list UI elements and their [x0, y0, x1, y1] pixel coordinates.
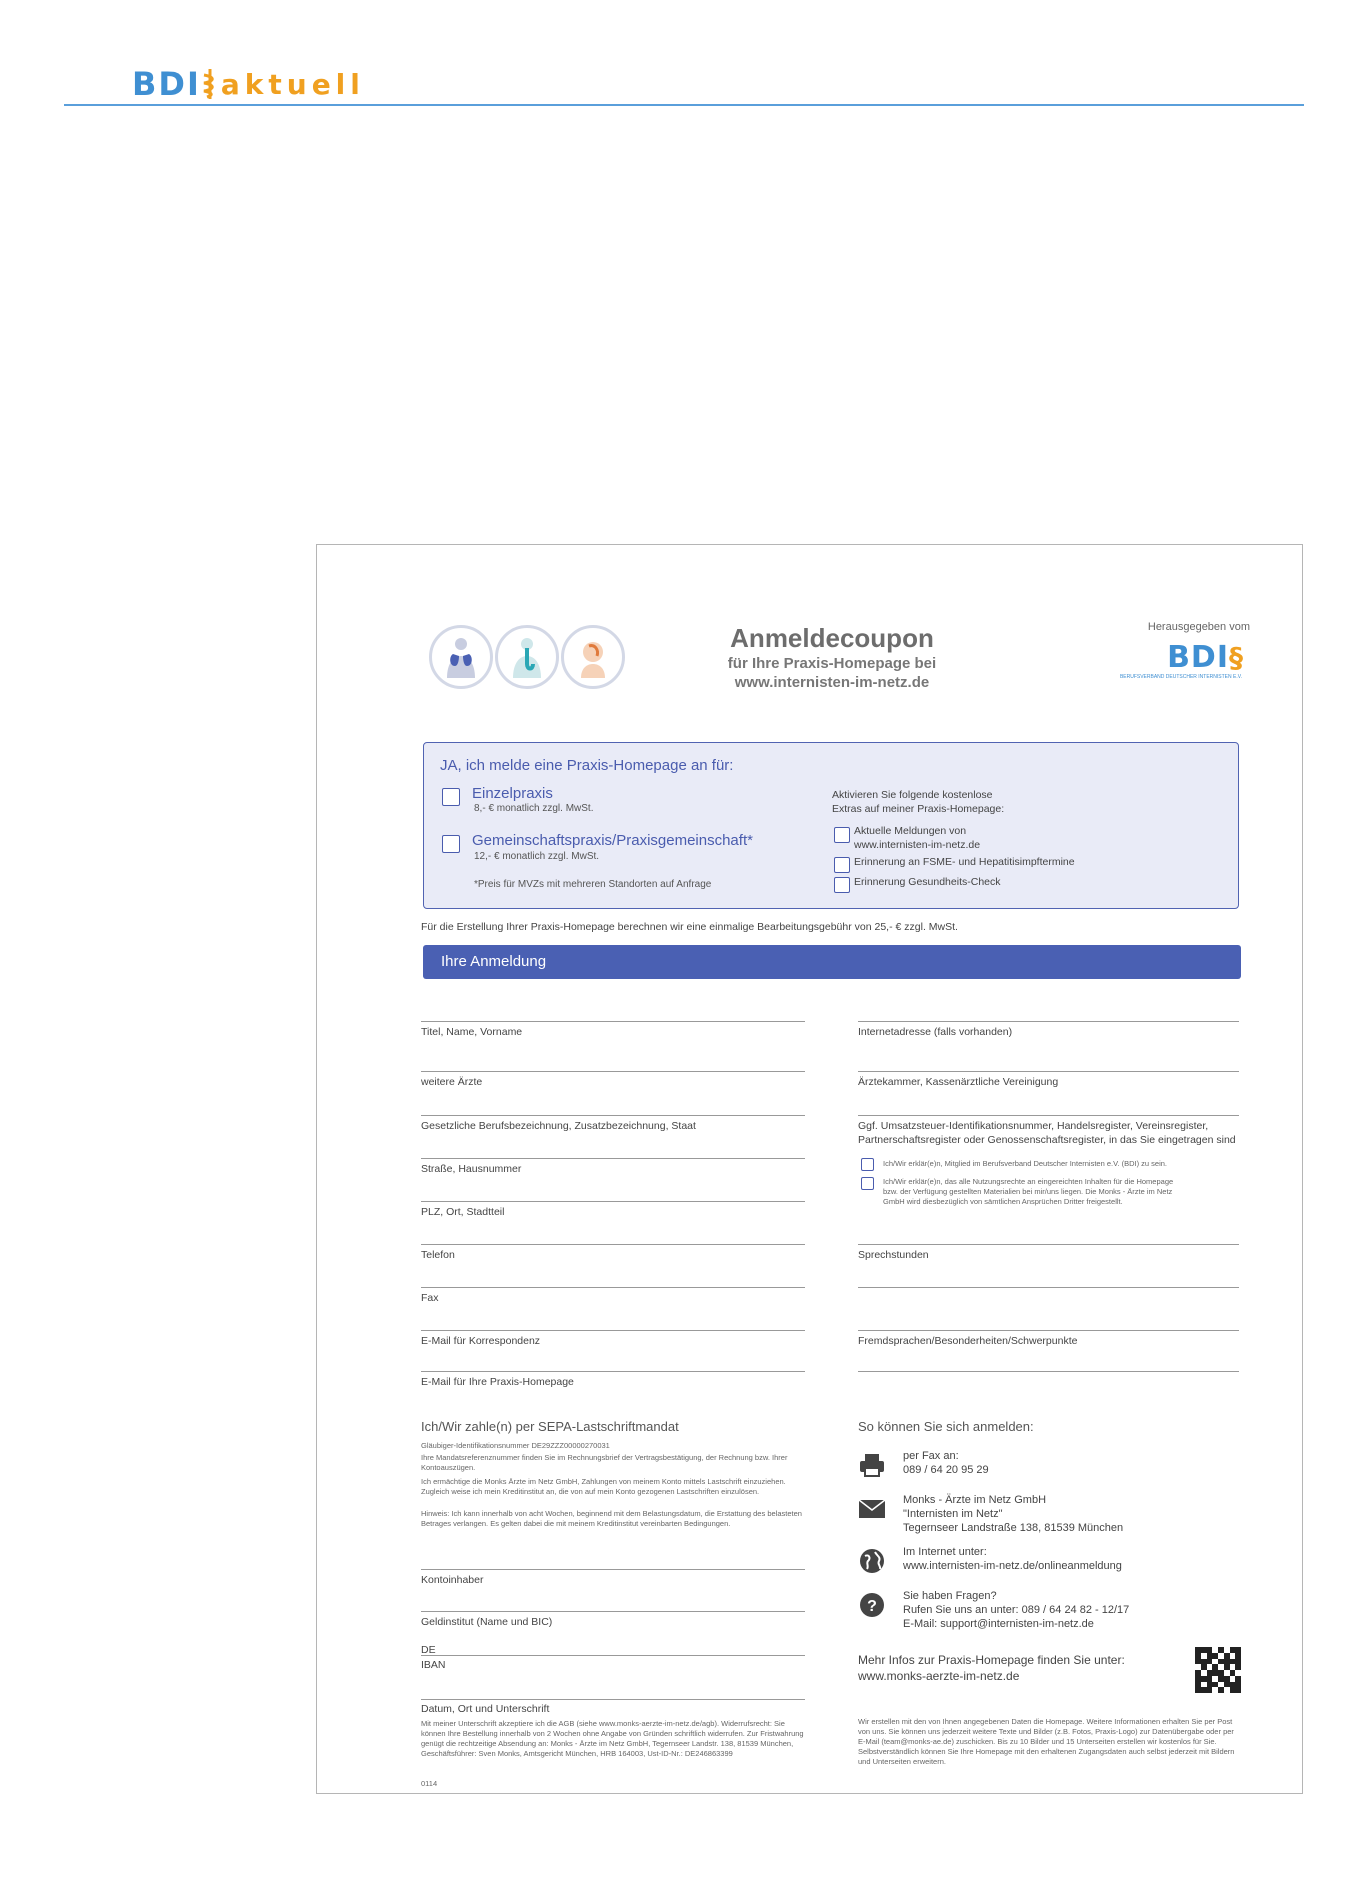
website-line[interactable]: [858, 1021, 1239, 1022]
terms-text: Mit meiner Unterschrift akzeptiere ich die AGB (siehe www.monks-aerzte-im-netz.de/agb). Widerrufsrecht: Sie können Ihre Bestellung innerhalb von 2 Wochen ohne Angabe von Gründen schriftlich widerrufen. Zur Fristwahrung genügt die rechtzeitige Absendung an: Monks - Ärzte im Netz GmbH, Tegernseer Landstr. 138, 81539 München, Geschäftsführer: Sven Monks, Amtsgericht München, HRB 164003, Ust-ID-Nr.: DE246863399: [421, 1719, 804, 1758]
phone-label: Telefon: [421, 1249, 455, 1261]
tax-id-line[interactable]: [858, 1115, 1239, 1116]
fax-label: per Fax an:: [903, 1450, 959, 1462]
einzelpraxis-label: Einzelpraxis: [472, 785, 553, 802]
iban-prefix: DE: [421, 1644, 436, 1656]
einzelpraxis-checkbox[interactable]: [442, 788, 460, 806]
mail-project: "Internisten im Netz": [903, 1508, 1003, 1520]
more-info-url[interactable]: www.monks-aerzte-im-netz.de: [858, 1669, 1020, 1683]
registration-coupon: [316, 544, 1303, 1794]
name-field-line[interactable]: [421, 1021, 805, 1022]
bdi-member-label: Ich/Wir erklär(e)n, Mitglied im Berufsverband Deutscher Internisten e.V. (BDI) zu sein.: [883, 1159, 1167, 1168]
esophagus-icon: [495, 625, 559, 689]
rights-label-3: GmbH wird diesbezüglich von sämtlichen Ansprüchen Dritter freigestellt.: [883, 1197, 1123, 1206]
fax-label: Fax: [421, 1292, 439, 1304]
globe-icon: [858, 1547, 886, 1575]
aktuell-wordmark: aktuell: [220, 67, 365, 101]
rights-label-2: bzw. der Verfügung gestellten Materialien bei mir/uns liegen. Die Monks - Ärzte im Netz: [883, 1187, 1173, 1196]
fee-notice: Für die Erstellung Ihrer Praxis-Homepage berechnen wir eine einmalige Bearbeitungsgebühr von 25,- € zzgl. MwSt.: [421, 921, 958, 933]
question-icon: [858, 1591, 886, 1619]
publisher-label: Herausgegeben vom: [1147, 621, 1250, 633]
questions-phone: Rufen Sie uns an unter: 089 / 64 24 82 - 12/17: [903, 1604, 1130, 1616]
sepa-mandate: Ich ermächtige die Monks Ärzte im Netz GmbH, Zahlungen von meinem Konto mittels Lastschrift einzuziehen. Zugleich weise ich mein Kreditinstitut an, die von auf mein Konto gezogenen Lastschriften einzulösen.: [421, 1477, 786, 1496]
bdi-member-checkbox[interactable]: [861, 1158, 874, 1171]
extras-heading-2: Extras auf meiner Praxis-Homepage:: [832, 803, 1005, 815]
qr-code: [1195, 1647, 1241, 1693]
fax-icon: [858, 1451, 886, 1479]
mail-address: Tegernseer Landstraße 138, 81539 München: [903, 1522, 1124, 1534]
iban-line[interactable]: [421, 1655, 805, 1656]
extra-news-label: Aktuelle Meldungen von: [854, 825, 967, 837]
chamber-label: Ärztekammer, Kassenärztliche Vereinigung: [858, 1076, 1059, 1088]
head-icon: [561, 625, 625, 689]
extra-vaccination-label: Erinnerung an FSME- und Hepatitisimpftermine: [854, 856, 1075, 868]
sepa-notice: Hinweis: Ich kann innerhalb von acht Wochen, beginnend mit dem Belastungsdatum, die Erstattung des belasteten Betrages verlangen. Es gelten dabei die mit meinem Kreditinstitut vereinbarten Bedingungen.: [421, 1509, 802, 1528]
extras-heading-1: Aktivieren Sie folgende kostenlose: [832, 789, 993, 801]
bdi-tagline: BERUFSVERBAND DEUTSCHER INTERNISTEN E.V.: [1119, 674, 1242, 680]
caduceus-icon: [201, 67, 219, 101]
other-doctors-line[interactable]: [421, 1071, 805, 1072]
coupon-title-block: [667, 623, 997, 692]
extra-news-url: www.internisten-im-netz.de: [854, 839, 981, 851]
bdi-logo-small: BDI§: [1167, 640, 1244, 675]
more-info-text: Mehr Infos zur Praxis-Homepage finden Sie unter:: [858, 1653, 1125, 1667]
header-divider: [64, 104, 1304, 106]
contact-title: So können Sie sich anmelden:: [858, 1419, 1034, 1434]
city-line[interactable]: [421, 1201, 805, 1202]
profession-label: Gesetzliche Berufsbezeichnung, Zusatzbezeichnung, Staat: [421, 1120, 696, 1132]
email-homepage-label: E-Mail für Ihre Praxis-Homepage: [421, 1376, 574, 1388]
plan-selection-box: [423, 742, 1239, 909]
page-code: 0114: [421, 1779, 438, 1788]
web-url[interactable]: www.internisten-im-netz.de/onlineanmeldung: [903, 1560, 1122, 1572]
account-holder-line[interactable]: [421, 1569, 805, 1570]
website-label: Internetadresse (falls vorhanden): [858, 1026, 1013, 1038]
bank-label: Geldinstitut (Name und BIC): [421, 1616, 553, 1628]
languages-line-2[interactable]: [858, 1371, 1239, 1372]
extra-news-checkbox[interactable]: [834, 827, 850, 843]
coupon-url: www.internisten-im-netz.de: [734, 674, 930, 691]
tax-id-label-2: Partnerschaftsregister oder Genossenschaftsregister, in das Sie eingetragen sind: [858, 1134, 1236, 1146]
fax-number: 089 / 64 20 95 29: [903, 1464, 989, 1476]
signature-label: Datum, Ort und Unterschrift: [421, 1703, 550, 1715]
sepa-creditor-id: Gläubiger-Identifikationsnummer DE29ZZZ00000270031: [421, 1441, 610, 1450]
sepa-title: Ich/Wir zahle(n) per SEPA-Lastschriftmandat: [421, 1419, 679, 1434]
extra-checkup-checkbox[interactable]: [834, 877, 850, 893]
coupon-title: Anmeldecoupon: [730, 623, 934, 653]
privacy-text: Wir erstellen mit den von Ihnen angegebenen Daten die Homepage. Weitere Informationen erhalten Sie per Post von uns. Sie können uns jederzeit weitere Texte und Bilder (z.B. Fotos, Praxis-Logo) zur Datenübergabe oder per E-Mail (team@monks-ae.de) zuschicken. Bis zu 10 Bilder und 15 Unterseiten erstellen wir kostenlos für Sie. Selbstverständlich können Sie Ihre Homepage mit den erhaltenen Zugangsdaten auch selbst jederzeit mit Bildern und Unterseiten erweitern.: [858, 1717, 1235, 1766]
einzelpraxis-price: 8,- € monatlich zzgl. MwSt.: [474, 803, 594, 814]
gemeinschaftspraxis-label: Gemeinschaftspraxis/Praxisgemeinschaft*: [472, 832, 753, 849]
hours-line[interactable]: [858, 1244, 1239, 1245]
phone-line[interactable]: [421, 1244, 805, 1245]
iban-label: IBAN: [421, 1659, 446, 1671]
fax-line[interactable]: [421, 1287, 805, 1288]
gemeinschaftspraxis-checkbox[interactable]: [442, 835, 460, 853]
plan-heading: JA, ich melde eine Praxis-Homepage an für:: [440, 757, 734, 774]
email-correspondence-label: E-Mail für Korrespondenz: [421, 1335, 541, 1347]
coupon-subtitle: für Ihre Praxis-Homepage bei: [727, 655, 937, 672]
languages-line[interactable]: [858, 1330, 1239, 1331]
sepa-reference: Ihre Mandatsreferenznummer finden Sie im Rechnungsbrief der Vertragsbestätigung, der Rechnung bzw. Ihrer Kontoauszügen.: [421, 1453, 788, 1472]
web-label: Im Internet unter:: [903, 1546, 987, 1558]
mail-company: Monks - Ärzte im Netz GmbH: [903, 1494, 1047, 1506]
mvz-footnote: *Preis für MVZs mit mehreren Standorten auf Anfrage: [474, 879, 712, 890]
hours-line-2[interactable]: [858, 1287, 1239, 1288]
street-line[interactable]: [421, 1158, 805, 1159]
envelope-icon: [858, 1495, 886, 1523]
street-label: Straße, Hausnummer: [421, 1163, 522, 1175]
profession-line[interactable]: [421, 1115, 805, 1116]
bdi-logo: BDI: [132, 65, 201, 103]
extra-checkup-label: Erinnerung Gesundheits-Check: [854, 876, 1001, 888]
questions-heading: Sie haben Fragen?: [903, 1590, 997, 1602]
bdi-aktuell-header: [132, 66, 365, 102]
rights-checkbox[interactable]: [861, 1177, 874, 1190]
gemeinschaftspraxis-price: 12,- € monatlich zzgl. MwSt.: [474, 851, 600, 862]
questions-email: E-Mail: support@internisten-im-netz.de: [903, 1618, 1094, 1630]
registration-banner: Ihre Anmeldung: [423, 945, 1241, 979]
name-field-label: Titel, Name, Vorname: [421, 1026, 523, 1038]
rights-label-1: Ich/Wir erklär(e)n, das alle Nutzungsrechte an eingereichten Inhalten für die Homepage: [883, 1177, 1174, 1186]
account-holder-label: Kontoinhaber: [421, 1574, 484, 1586]
chamber-line[interactable]: [858, 1071, 1239, 1072]
city-label: PLZ, Ort, Stadtteil: [421, 1206, 505, 1218]
hours-label: Sprechstunden: [858, 1249, 929, 1261]
extra-vaccination-checkbox[interactable]: [834, 857, 850, 873]
lungs-icon: [429, 625, 493, 689]
signature-line[interactable]: [421, 1699, 805, 1700]
other-doctors-label: weitere Ärzte: [421, 1076, 483, 1088]
tax-id-label-1: Ggf. Umsatzsteuer-Identifikationsnummer, Handelsregister, Vereinsregister,: [858, 1120, 1209, 1132]
svg-text:?: ?: [867, 1598, 877, 1615]
bank-line[interactable]: [421, 1611, 805, 1612]
email-homepage-line[interactable]: [421, 1371, 805, 1372]
languages-label: Fremdsprachen/Besonderheiten/Schwerpunkte: [858, 1335, 1078, 1347]
email-correspondence-line[interactable]: [421, 1330, 805, 1331]
